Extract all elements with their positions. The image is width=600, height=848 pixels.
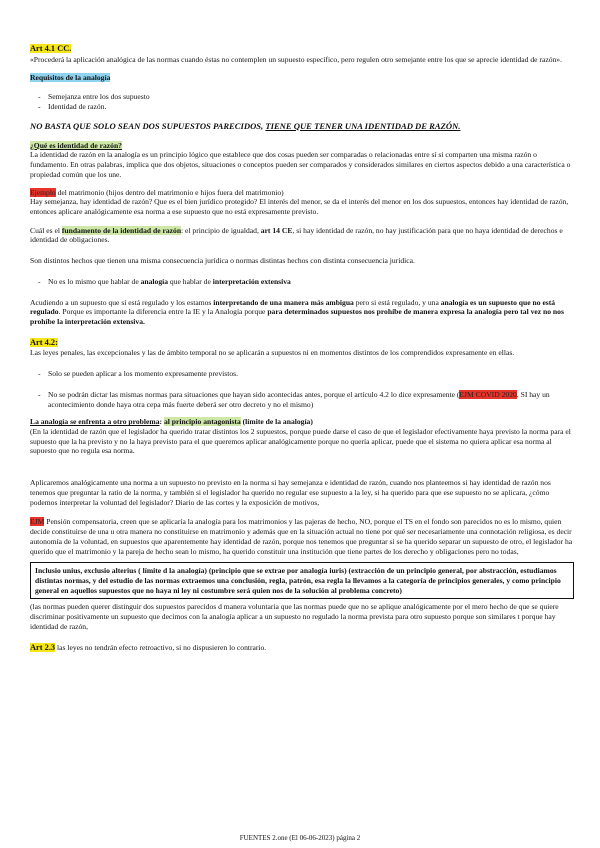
- list-item: - Identidad de razón.: [30, 102, 574, 112]
- acudiendo-t3: . Porque es importante la diferencia entre la IE y la Analogía porque: [58, 307, 268, 317]
- fundamento-art: art 14 CE: [260, 225, 293, 235]
- list-item: [30, 277, 574, 287]
- problema-colon: :: [159, 417, 164, 427]
- las-normas-paragraph: (las normas pueden querer distinguir dos supuestos parecidos d manera voluntaria que las normas puede que no se aplique analógicamente por el mero hecho de que se quiere discriminar positivamente un supuesto que decimos con la analogía aplicar a un supuesto no regulado la norma prevista para otro supuesto porque son similares t porque hay identidad de razón,: [30, 602, 559, 631]
- list-item: - Solo se pueden aplicar a los momento expresamente previstos.: [30, 369, 574, 379]
- que-es-title: ¿Qué es identidad de razón?: [30, 140, 122, 150]
- list-item: [30, 390, 574, 409]
- page-footer: FUENTES 2.one (El 06-06-2023) página 2: [239, 834, 361, 842]
- ejemplo-line: [30, 188, 574, 198]
- document-page: [30, 44, 574, 653]
- ejemplo-label: Ejemplo: [30, 187, 56, 197]
- art23-paragraph: [30, 643, 574, 654]
- fundamento-paragraph: [30, 226, 574, 245]
- aplicaremos-paragraph: Aplicaremos analógicamente una norma a un supuesto no previsto en la norma si hay semejanza e identidad de razón, cuando nos planteemos si hay identidad de razón nos tenemos que preguntar la ratio de la norma, y también si el legislador ha querido no regular ese supuesto a la ley, si ha querido para que ese supuesto no se aplicara, ¿cómo podemos interpretar la voluntad del legislador? Diario de las cortes y la exposición de motivos,: [30, 478, 551, 507]
- que-es-heading: [30, 141, 574, 151]
- art41-heading: [30, 44, 574, 55]
- ejemplo-line1: del matrimonio (hijos dentro del matrimonio e hijos fuera del matrimonio): [55, 187, 284, 197]
- problema-text: (En la identidad de razón que el legislador ha querido tratar distintos los 2 supuestos, porque puede darse el caso de que el legislador efectivamente haya previsto la norma para el supuesto que la ha previsto y no la haya previsto para el que queremos aplicar analógicamente porque no quería aplicar, puede que el sistema no quiera aplicar esa norma al supuesto que no regula esa norma.: [30, 427, 571, 456]
- acudiendo-t2: pero si está regulado, y una: [353, 297, 441, 307]
- problema-heading: [30, 417, 574, 427]
- distintos-paragraph: Son distintos hechos que tienen una misma consecuencia jurídica o normas distintas hechos con distinta consecuencia jurídica.: [30, 256, 415, 266]
- fundamento-label: fundamento de la identidad de razón: [61, 225, 182, 235]
- ejm-label: EJM: [30, 517, 45, 527]
- art42-list: [30, 369, 574, 379]
- no-es-pre: No es lo mismo que hablar de: [48, 276, 141, 286]
- problema-underlined: La analogía se enfrenta a otro problema: [30, 417, 160, 427]
- art42-title: Art 4.2:: [30, 337, 58, 347]
- acudiendo-t1: Acudiendo a un supuesto que sí está regulado y los estamos: [30, 297, 214, 307]
- art42-heading: [30, 338, 574, 349]
- fundamento-mid: : el principio de igualdad,: [181, 225, 261, 235]
- art42-item2-b: . SI hay un acontecimiento donde haya otra cepa más fuerte deberá ser otro decreto y no el mismo): [48, 389, 550, 409]
- art41-quote: «Procederá la aplicación analógica de las normas cuando éstas no contemplen un supuesto específico, pero regulen otro semejante entre los que se aprecie identidad de razón».: [30, 54, 562, 64]
- no-basta-statement: [30, 121, 574, 132]
- problema-highlight: al principio antagonista: [163, 417, 241, 427]
- art42-item2-a: No se podrán dictar las mismas normas para situaciones que hayan sido acontecidas antes, porque el artículo 4.2 lo dice expresamente (: [48, 389, 460, 399]
- ejm-paragraph: [30, 517, 574, 556]
- fundamento-post: , si hay identidad de razón, no hay justificación para que no haya identidad de derechos e identidad de obligaciones.: [30, 225, 563, 245]
- acudiendo-b3: para determinados supuestos nos prohíbe de manera expresa la analogía pero tal vez no nos prohíbe la interpretación extensiva.: [30, 307, 564, 326]
- list-item: - Semejanza entre los dos supuesto: [30, 92, 574, 102]
- no-es-mid: que hablar de: [168, 276, 213, 286]
- ejm-text: Pensión compensatoria, creen que se aplicaría la analogía para los matrimonios y las pajeras de hecho, NO, porque el TS en el fondo son parecidos no es lo mismo, quien decide constituirse de una u otra manera no constituirse en matrimonio y además que en la situación actual no tiene por qué ser necesariamente una connotación religiosa, es decir autonomía de la voluntad, en supuestos que aparentemente hay identidad de razón, porque nos tenemos que preguntar si se ha querido separar un supuesto de otro, el legislador ha querido que el matrimonio y la pareja de hecho sean lo mismo, ha querido constituir una institución que tiene partes de los derecho y obligaciones pero no todas,: [30, 517, 573, 556]
- que-es-text: La identidad de razón en la analogía es un principio lógico que establece que dos cosas pueden ser comparadas o relacionadas entre sí si comparten una misma razón o fundamento. En otras palabras, implica que dos objetos, situaciones o conceptos pueden ser comparados y considerados similares en ciertos aspectos debido a una característica o propiedad común que los une.: [30, 150, 571, 179]
- art41-title: Art 4.1 CC.: [30, 44, 72, 53]
- acudiendo-b1: interpretando de una manera más ambigua: [213, 297, 354, 307]
- art42-item2-highlight: EJM COVID 2020: [459, 389, 517, 399]
- art23-text: las leyes no tendrán efecto retroactivo, si no dispusieren lo contrario.: [55, 642, 267, 652]
- requisitos-list: [30, 92, 574, 111]
- no-basta-part2: TIENE QUE TENER UNA IDENTIDAD DE RAZÓN.: [265, 120, 461, 131]
- no-basta-part1: NO BASTA QUE SOLO SEAN DOS SUPUESTOS PARECIDOS,: [30, 120, 266, 131]
- acudiendo-b2: analogía es un supuesto que no está regulado: [30, 297, 556, 317]
- fundamento-pre: Cuál es el: [30, 225, 62, 235]
- art23-title: Art 2.3: [30, 642, 56, 652]
- no-es-lo-mismo-list: [30, 277, 574, 287]
- ejemplo-text: Hay semejanza, hay identidad de razón? Que es el bien jurídico protegido? El interés del menor, se da el interés del menor en los dos supuestos, entonces hay identidad de razón, entonces aplicare analógicamente esa norma a ese supuesto que no está expresamente previsto.: [30, 197, 569, 216]
- requisitos-title: Requisitos de la analogía: [30, 73, 111, 83]
- inclusio-unius-box: Inclusio unius, exclusio alterius ( límite d la analogía) (principio que se extrae por analogía iuris) (extracción de un principio general, por abstracción, estudiamos distintas normas, y del estudio de las normas extraemos una conclusión, regla, patrón, esa regla la llevamos a la categoría de principios generales, y como principio general en aquellos supuestos que no haya ni ley ni costumbre será quien nos de la solución al problema concreto): [30, 562, 574, 599]
- no-es-b2: interpretación extensiva: [212, 276, 291, 286]
- no-es-b1: analogía: [140, 276, 169, 286]
- art42-list-2: [30, 390, 574, 409]
- acudiendo-paragraph: [30, 298, 574, 327]
- art42-text: Las leyes penales, las excepcionales y las de ámbito temporal no se aplicarán a supuestos ni en momentos distintos de los comprendidos expresamente en ellas.: [30, 348, 515, 358]
- requisitos-heading: [30, 73, 574, 83]
- problema-post: (límite de la analogía): [240, 417, 313, 427]
